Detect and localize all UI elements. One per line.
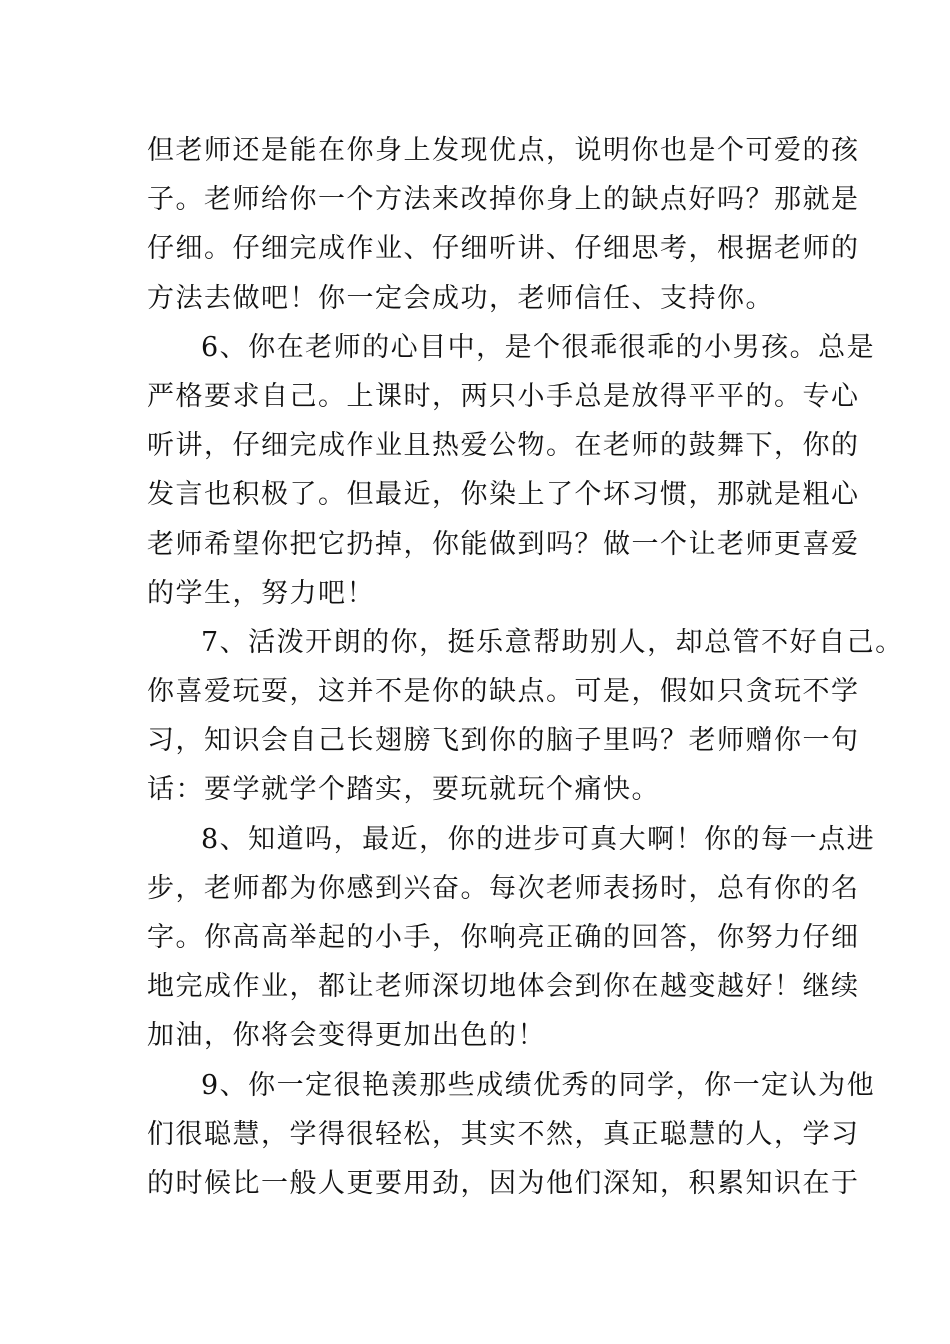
text-line: 老师希望你把它扔掉，你能做到吗？做一个让老师更喜爱 bbox=[147, 528, 860, 560]
text-line: 但老师还是能在你身上发现优点，说明你也是个可爱的孩 bbox=[147, 135, 860, 166]
text-line: 地完成作业，都让老师深切地体会到你在越变越好！继续 bbox=[147, 971, 860, 1003]
paragraph-first-line: 8、知道吗，最近，你的进步可真大啊！你的每一点进 bbox=[201, 823, 876, 855]
body-text bbox=[147, 126, 904, 1208]
text-line: 字。你高高举起的小手，你响亮正确的回答，你努力仔细 bbox=[147, 922, 860, 953]
text-line: 的学生，努力吧！ bbox=[147, 577, 375, 609]
paragraph-first-line: 6、你在老师的心目中，是个很乖很乖的小男孩。总是 bbox=[201, 331, 876, 363]
text-line: 仔细。仔细完成作业、仔细听讲、仔细思考，根据老师的 bbox=[147, 233, 860, 265]
text-line: 习，知识会自己长翅膀飞到你的脑子里吗？老师赠你一句 bbox=[147, 725, 860, 757]
text-line: 话：要学就学个踏实，要玩就玩个痛快。 bbox=[147, 774, 660, 806]
text-line: 发言也积极了。但最近，你染上了个坏习惯，那就是粗心 bbox=[147, 479, 860, 511]
text-line: 听讲，仔细完成作业且热爱公物。在老师的鼓舞下，你的 bbox=[147, 430, 860, 462]
text-line: 的时候比一般人更要用劲，因为他们深知，积累知识在于 bbox=[147, 1167, 860, 1199]
text-line: 步，老师都为你感到兴奋。每次老师表扬时，总有你的名 bbox=[147, 872, 860, 904]
paragraph-first-line: 7、活泼开朗的你，挺乐意帮助别人，却总管不好自己。 bbox=[201, 626, 904, 658]
text-line: 加油，你将会变得更加出色的！ bbox=[147, 1020, 546, 1052]
text-line: 们很聪慧，学得很轻松，其实不然，真正聪慧的人，学习 bbox=[147, 1118, 860, 1150]
text-line: 方法去做吧！你一定会成功，老师信任、支持你。 bbox=[147, 282, 774, 314]
text-line: 你喜爱玩耍，这并不是你的缺点。可是，假如只贪玩不学 bbox=[147, 676, 860, 708]
text-line: 子。老师给你一个方法来改掉你身上的缺点好吗？那就是 bbox=[147, 184, 860, 216]
paragraph-first-line: 9、你一定很艳羡那些成绩优秀的同学，你一定认为他 bbox=[201, 1069, 876, 1101]
text-line: 严格要求自己。上课时，两只小手总是放得平平的。专心 bbox=[147, 380, 860, 412]
